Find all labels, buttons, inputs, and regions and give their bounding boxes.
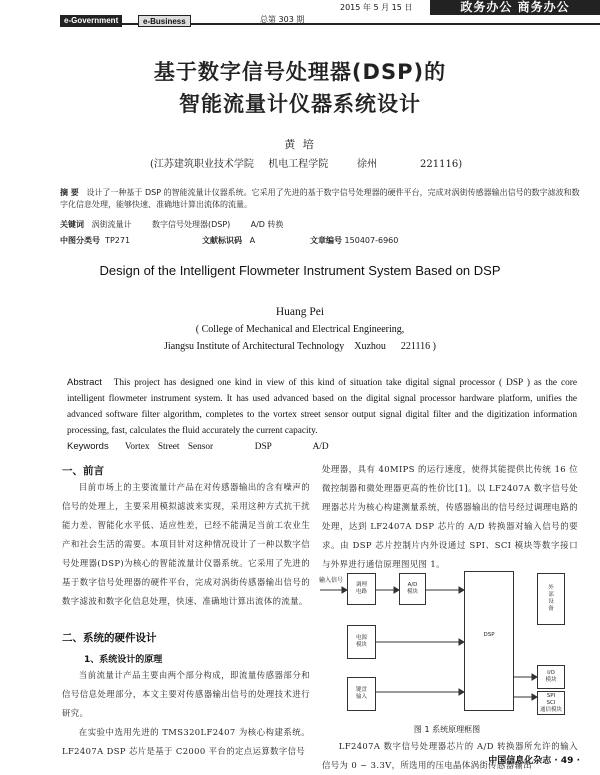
section-2-subtitle: 1、系统设计的原理 xyxy=(84,655,163,665)
column-badge: 政务办公 商务办公 xyxy=(430,0,600,15)
diagram-power-block: 电源 模块 xyxy=(347,625,376,659)
en-author: Huang Pei xyxy=(275,306,325,318)
section-tag-egov: e-Government xyxy=(60,15,122,27)
figure-caption: 图 1 系统原理框图 xyxy=(413,725,481,734)
en-affil-line1: ( College of Mechanical and Electrical Engineering, xyxy=(195,324,405,335)
doc-label: 文献标识码 xyxy=(202,236,242,245)
diagram-dsp-block: DSP xyxy=(464,571,514,711)
en-title: Design of the Intelligent Flowmeter Instrument System Based on DSP xyxy=(99,263,501,278)
diagram-input-label: 输入信号 xyxy=(319,577,344,584)
cn-abstract-label: 摘 要 xyxy=(60,188,79,197)
diagram-external-device-block: 外 部 设 备 xyxy=(537,573,565,625)
section-2-title: 二、系统的硬件设计 xyxy=(62,632,157,644)
cn-abstract xyxy=(60,187,580,211)
article-label: 文章编号 xyxy=(310,236,342,245)
en-abstract xyxy=(67,375,577,439)
clc-value: TP271 xyxy=(105,236,131,245)
right-paragraph-1: 处理器，具有 40MIPS 的运行速度，使得其能提供比传统 16 位微控制器和微处理器更高的性价比[1]。以 LF2407A 数字信号处理器芯片为核心构建测量系统，传感器输出的信号经过调理电路的处理，达到 LF2407A DSP 芯片的 A/D 转换器对输入信号的要求。由 DSP 芯片控制片内外设通过 SPI、SCI 模块等数字接口与外界进行通信原理图见图 1。 xyxy=(322,464,578,569)
doc-value: A xyxy=(249,236,256,245)
page-footer: 中国信息化杂志 · 49 · xyxy=(488,756,580,766)
diagram-keyboard-block: 键盘 输入 xyxy=(347,677,376,711)
issue-date: 2015 年 5 月 15 日 xyxy=(340,3,413,12)
cn-keywords-text: 涡街流量计 数字信号处理器(DSP) A/D 转换 xyxy=(91,220,284,229)
cn-doc-code xyxy=(202,235,255,247)
section-tag-ebiz: e-Business xyxy=(138,15,191,27)
section-1-title: 一、前言 xyxy=(62,465,104,477)
cn-keywords xyxy=(60,219,284,231)
cn-keywords-label: 关键词 xyxy=(60,220,84,229)
section-2-paragraph-1: 当前流量计产品主要由两个部分构成，即流量传感器部分和信号信息处理部分，本文主要对传感器输出信号的处理技术进行研究。 xyxy=(62,670,310,718)
section-1-paragraph: 目前市场上的主要流量计产品在对传感器输出的含有噪声的信号的处理上，主要采用模拟滤波来实现，采用这种方式抗干扰能力差、智能化水平低、适应性差，已经不能满足当前工农业生产和社会生活的需要。本项目针对这种情况设计了一种以数字信号处理器(DSP)为核心的智能流量计仪器系统。它采用了先进的基于数字信号处理器的硬件平台，完成对涡街传感器输出信号的数字滤波和数字化信息处理，快速、准确地计算出流体的流量。 xyxy=(62,482,310,606)
cn-title-line1: 基于数字信号处理器(DSP)的 xyxy=(153,60,447,84)
en-keywords-label: Keywords xyxy=(67,441,109,452)
right-paragraph-2: LF2407A 数字信号处理器芯片的 A/D 转换器所允许的输入信号为 0 ~ 3.3V，所选用的压电晶体涡街传感器输出 xyxy=(322,741,578,770)
en-abstract-text: This project has designed one kind in view of this kind of situation take digital signal processor ( DSP ) as the core intelligent flowmeter instrument system. It has used advanced based on the digital signal processor hardware platform, unifies the advanced software filter algorithm, completes to the vortex street sensor output signal digital filter and the digitization information processing, fast, calculates the fluid accurately the current capacity. xyxy=(67,378,578,436)
cn-abstract-text: 设计了一种基于 DSP 的智能流量计仪器系统。它采用了先进的基于数字信号处理器的硬件平台，完成对涡街传感器输出信号的数字滤波和数字化信息处理，能够快速、准确地计算出流体的流量。 xyxy=(60,188,580,209)
article-value: 150407-6960 xyxy=(344,236,399,245)
section-2-paragraph-2: 在实验中选用先进的 TMS320LF2407 为核心构建系统。LF2407A DSP 芯片是基于 C2000 平台的定点运算数字信号 xyxy=(62,727,310,756)
clc-label: 中图分类号 xyxy=(60,236,100,245)
diagram-conditioning-block: 调理 电路 xyxy=(347,573,376,605)
en-keywords-text: Vortex Street Sensor DSP A/D xyxy=(124,442,329,452)
cn-affiliation: (江苏建筑职业技术学院 机电工程学院 徐州 221116) xyxy=(150,159,463,170)
system-block-diagram xyxy=(318,567,576,719)
cn-author: 黄 培 xyxy=(284,138,316,151)
cn-title-line2: 智能流量计仪器系统设计 xyxy=(179,92,421,116)
cn-article-number xyxy=(310,235,398,247)
en-abstract-label: Abstract xyxy=(67,377,102,388)
cn-classification xyxy=(60,235,130,247)
diagram-io-block: I/O 模块 xyxy=(537,665,565,689)
en-keywords xyxy=(67,441,329,452)
en-affil-line2: Jiangsu Institute of Architectural Technology Xuzhou 221116 ) xyxy=(164,341,436,352)
diagram-comm-block: SPI SCI 通信模块 xyxy=(537,691,565,715)
issue-number: 总第 303 期 xyxy=(260,15,305,24)
diagram-adc-block: A/D 模块 xyxy=(399,573,426,605)
